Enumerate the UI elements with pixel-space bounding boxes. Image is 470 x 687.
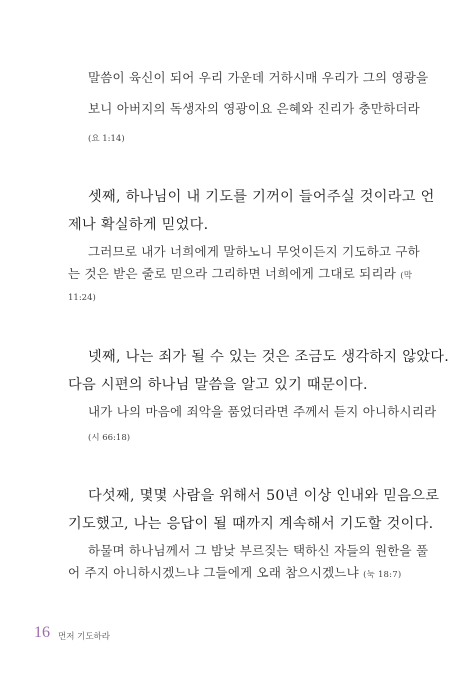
quote-text: 는 것은 받은 줄로 믿으라 그리하면 너희에게 그대로 되리라: [68, 266, 396, 281]
page-number: 16: [34, 624, 50, 641]
scripture-reference: (시 66:18): [88, 433, 131, 443]
quote-line: 그러므로 내가 너희에게 말하노니 무엇이든지 기도하고 구하: [88, 244, 420, 259]
scripture-reference: (눅 18:7): [363, 570, 402, 580]
paragraph-line: 기도했고, 나는 응답이 될 때까지 계속해서 기도할 것이다.: [68, 516, 434, 532]
quote-line: 말씀이 육신이 되어 우리 가운데 거하시매 우리가 그의 영광을: [88, 70, 429, 85]
quote-line: [68, 264, 412, 282]
scripture-reference: (막: [400, 271, 413, 281]
quote-line: 내가 나의 마음에 죄악을 품었더라면 주께서 듣지 아니하시리라: [88, 404, 437, 419]
paragraph-line: 넷째, 나는 죄가 될 수 있는 것은 조금도 생각하지 않았다.: [88, 349, 450, 365]
quote-line: 하물며 하나님께서 그 밤낮 부르짖는 택하신 자들의 원한을 풀: [88, 543, 429, 558]
quote-line: [68, 563, 401, 581]
quote-line: 보니 아버지의 독생자의 영광이요 은혜와 진리가 충만하더라: [88, 101, 420, 116]
paragraph-line: 다음 시편의 하나님 말씀을 알고 있기 때문이다.: [68, 377, 368, 393]
scripture-reference: 11:24): [68, 293, 96, 303]
scripture-reference: (요 1:14): [88, 134, 125, 144]
quote-text: 어 주지 아니하시겠느냐 그들에게 오래 참으시겠느냐: [68, 565, 359, 580]
running-footer-title: 먼저 기도하라: [58, 632, 110, 642]
paragraph-line: 다섯째, 몇몇 사람을 위해서 50년 이상 인내와 믿음으로: [88, 488, 440, 504]
paragraph-line: 제나 확실하게 믿었다.: [68, 217, 209, 233]
paragraph-line: 셋째, 하나님이 내 기도를 기꺼이 들어주실 것이라고 언: [88, 189, 435, 205]
